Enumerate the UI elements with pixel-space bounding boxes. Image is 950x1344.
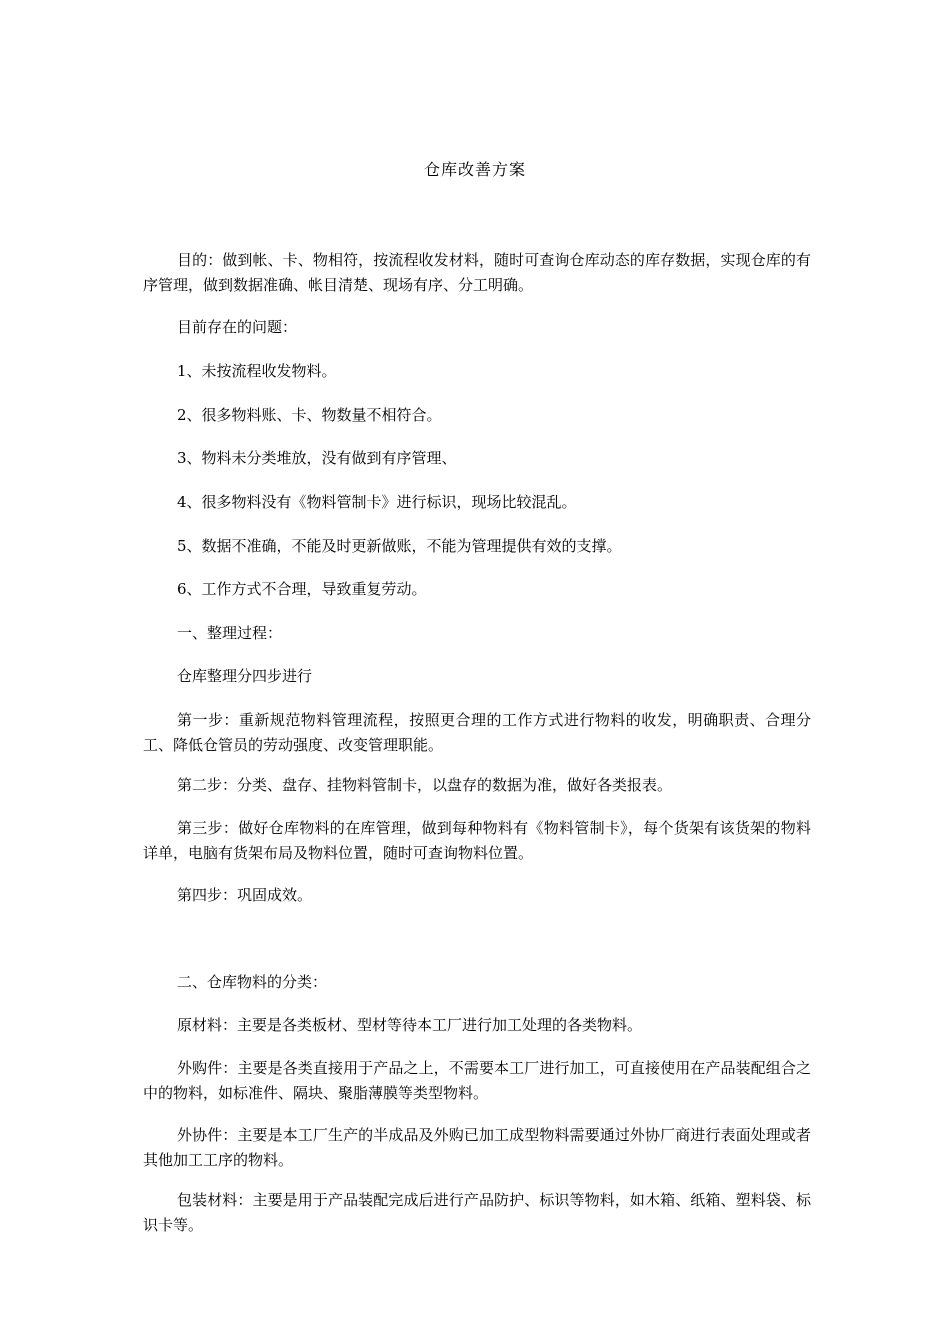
step-3-paragraph: 第三步：做好仓库物料的在库管理，做到每种物料有《物料管制卡》，每个货架有该货架的物料详单，电脑有货架布局及物料位置，随时可查询物料位置。 <box>143 819 811 862</box>
issue-item-4: 4、很多物料没有《物料管制卡》进行标识，现场比较混乱。 <box>177 493 577 511</box>
purchased-parts-paragraph: 外购件：主要是各类直接用于产品之上，不需要本工厂进行加工，可直接使用在产品装配组合之中的物料，如标准件、隔块、聚脂薄膜等类型物料。 <box>143 1059 811 1102</box>
issue-item-2: 2、很多物料账、卡、物数量不相符合。 <box>177 406 442 424</box>
step-4-paragraph: 第四步：巩固成效。 <box>177 886 313 904</box>
purpose-paragraph: 目的：做到帐、卡、物相符，按流程收发材料，随时可查询仓库动态的库存数据，实现仓库的有序管理，做到数据准确、帐目清楚、现场有序、分工明确。 <box>143 251 811 294</box>
packaging-materials-paragraph: 包装材料：主要是用于产品装配完成后进行产品防护、标识等物料，如木箱、纸箱、塑料袋、标识卡等。 <box>143 1191 811 1234</box>
raw-materials-paragraph: 原材料：主要是各类板材、型材等待本工厂进行加工处理的各类物料。 <box>177 1016 643 1034</box>
issues-heading: 目前存在的问题： <box>177 318 298 336</box>
issue-item-5: 5、数据不准确，不能及时更新做账，不能为管理提供有效的支撑。 <box>177 537 622 555</box>
issue-item-3: 3、物料未分类堆放，没有做到有序管理、 <box>177 449 457 467</box>
four-steps-intro: 仓库整理分四步进行 <box>177 667 313 685</box>
step-1-paragraph: 第一步：重新规范物料管理流程，按照更合理的工作方式进行物料的收发，明确职责、合理分工、降低仓管员的劳动强度、改变管理职能。 <box>143 711 811 754</box>
issue-item-1: 1、未按流程收发物料。 <box>177 362 337 380</box>
document-title: 仓库改善方案 <box>423 160 526 179</box>
issue-item-6: 6、工作方式不合理，导致重复劳动。 <box>177 580 427 598</box>
section-heading-1: 一、整理过程： <box>177 624 283 642</box>
section-heading-2: 二、仓库物料的分类： <box>177 973 328 991</box>
step-2-paragraph: 第二步：分类、盘存、挂物料管制卡，以盘存的数据为准，做好各类报表。 <box>177 776 673 794</box>
outsourced-parts-paragraph: 外协件：主要是本工厂生产的半成品及外购已加工成型物料需要通过外协厂商进行表面处理或者其他加工工序的物料。 <box>143 1126 811 1169</box>
